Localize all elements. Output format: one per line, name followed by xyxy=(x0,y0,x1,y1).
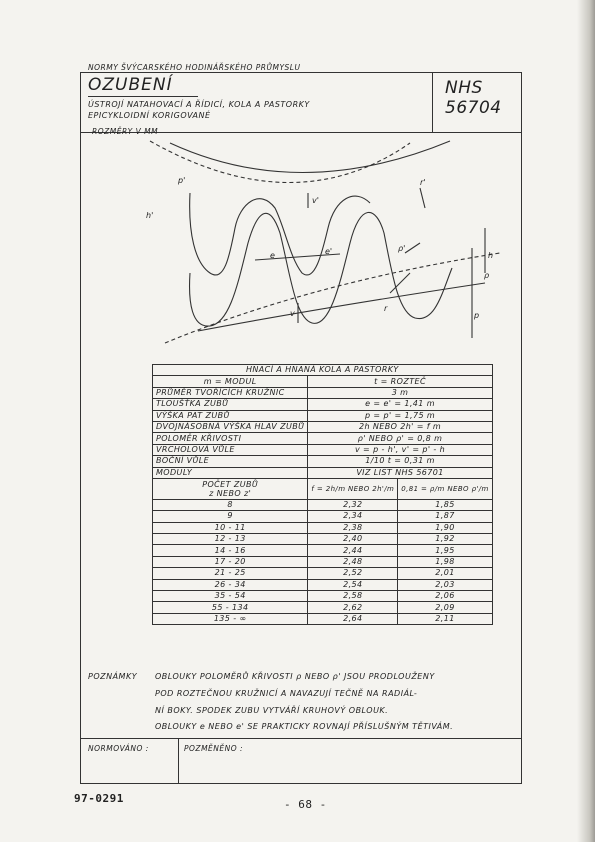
col-teeth-title: POČET ZUBŮ xyxy=(202,479,259,489)
table-row xyxy=(153,499,493,510)
rho-value-cell: 2,01 xyxy=(398,568,493,579)
title-underline xyxy=(88,96,198,97)
teeth-count-cell: 10 - 11 xyxy=(153,522,308,533)
teeth-count-cell: 17 - 20 xyxy=(153,556,308,567)
rho-value-cell: 2,11 xyxy=(398,613,493,624)
rho-value-cell: 2,09 xyxy=(398,602,493,613)
spec-value: v = p - h', v' = p' - h xyxy=(308,444,492,455)
rho-value-cell: 1,87 xyxy=(398,511,493,522)
label-r-prime: r' xyxy=(420,178,426,187)
notes-line-4: OBLOUKY e NEBO e' SE PRAKTICKY ROVNAJÍ PŘÍSLUŠNÝM TĚTIVÁM. xyxy=(155,722,454,731)
spec-value: 2h NEBO 2h' = f m xyxy=(308,421,492,432)
notes-label: POZNÁMKY xyxy=(88,672,138,681)
rho-value-cell: 2,03 xyxy=(398,579,493,590)
subtitle-line-2: EPICYKLOIDNÍ KORIGOVANÉ xyxy=(88,111,211,120)
label-rho: ρ xyxy=(484,271,490,280)
f-value-cell: 2,44 xyxy=(308,545,398,556)
spec-label: MODULY xyxy=(153,467,308,478)
label-p-prime: p' xyxy=(178,176,186,185)
f-value-cell: 2,62 xyxy=(308,602,398,613)
label-r: r xyxy=(384,304,388,313)
label-e-prime: e' xyxy=(325,247,333,256)
roztec-label: t = ROZTEČ xyxy=(308,376,492,387)
spec-label: TLOUŠŤKA ZUBŮ xyxy=(153,399,308,410)
teeth-count-cell: 12 - 13 xyxy=(153,534,308,545)
modul-label: m = MODUL xyxy=(153,376,308,387)
teeth-count-cell: 55 - 134 xyxy=(153,602,308,613)
page-edge-shadow xyxy=(577,0,595,842)
label-rho-prime: ρ' xyxy=(398,244,406,253)
rho-value-cell: 1,90 xyxy=(398,522,493,533)
f-value-cell: 2,52 xyxy=(308,568,398,579)
standard-prefix: NHS xyxy=(445,78,483,98)
lower-pitch-circle xyxy=(165,253,500,343)
normovano-label: NORMOVÁNO : xyxy=(88,744,149,753)
standard-number: 56704 xyxy=(445,98,502,118)
col-f-header: f = 2h/m NEBO 2h'/m xyxy=(308,478,398,499)
f-value-cell: 2,64 xyxy=(308,613,398,624)
header-right-divider xyxy=(432,72,433,132)
table-row xyxy=(153,568,493,579)
f-value-cell: 2,48 xyxy=(308,556,398,567)
spec-label: BOČNÍ VŮLE xyxy=(153,456,308,467)
spec-label: POLOMĚR KŘIVOSTI xyxy=(153,433,308,444)
subtitle-line-1: ÚSTROJÍ NATAHOVACÍ A ŘÍDICÍ, KOLA A PASTORKY xyxy=(88,100,310,109)
teeth-count-cell: 35 - 54 xyxy=(153,591,308,602)
label-v: v xyxy=(290,309,295,318)
label-e: e xyxy=(270,251,275,260)
gear-tooth-diagram xyxy=(80,133,520,358)
upper-pitch-circle xyxy=(150,141,410,183)
f-value-cell: 2,32 xyxy=(308,499,398,510)
label-h-prime: h' xyxy=(146,211,154,220)
table-row xyxy=(153,556,493,567)
f-value-cell: 2,40 xyxy=(308,534,398,545)
spec-value: 1/10 t = 0,31 m xyxy=(308,456,492,467)
footer-divider xyxy=(80,738,522,739)
table-row xyxy=(153,545,493,556)
gearing-table xyxy=(152,364,493,625)
table-row xyxy=(153,602,493,613)
org-name: NORMY ŠVÝCARSKÉHO HODINÁŘSKÉHO PRŮMYSLU xyxy=(88,63,301,72)
rho-value-cell: 2,06 xyxy=(398,591,493,602)
spec-value: e = e' = 1,41 m xyxy=(308,399,492,410)
label-h: h xyxy=(488,251,494,260)
table-row xyxy=(153,613,493,624)
pozmeneno-label: POZMĚNĚNO : xyxy=(184,744,244,753)
table-row xyxy=(153,511,493,522)
spec-value: VIZ LIST NHS 56701 xyxy=(308,467,492,478)
upper-root-circle xyxy=(170,141,450,173)
f-value-cell: 2,58 xyxy=(308,591,398,602)
table-row xyxy=(153,534,493,545)
teeth-count-cell: 26 - 34 xyxy=(153,579,308,590)
dim-r-prime xyxy=(420,188,425,208)
table-row xyxy=(153,591,493,602)
dim-rho-prime xyxy=(405,243,420,253)
teeth-count-cell: 8 xyxy=(153,499,308,510)
f-value-cell: 2,54 xyxy=(308,579,398,590)
col-rho-header: 0,81 = ρ/m NEBO ρ'/m xyxy=(398,478,493,499)
notes-line-2: POD ROZTEČNOU KRUŽNICÍ A NAVAZUJÍ TEČNĚ NA RADIÁL- xyxy=(155,689,418,698)
col-teeth-header xyxy=(153,478,308,499)
f-value-cell: 2,34 xyxy=(308,511,398,522)
spec-label: VÝŠKA PAT ZUBŮ xyxy=(153,410,308,421)
units-note: ROZMĚRY V MM xyxy=(92,127,159,136)
spec-label: DVOJNÁSOBNÁ VÝŠKA HLAV ZUBŮ xyxy=(153,421,308,432)
page-number: - 68 - xyxy=(284,798,327,811)
notes-line-1: OBLOUKY POLOMĚRŮ KŘIVOSTI ρ NEBO ρ' JSOU PRODLOUŽENY xyxy=(155,672,435,681)
table-heading: HNACÍ A HNANÁ KOLA A PASTORKY xyxy=(153,365,493,376)
rho-value-cell: 1,95 xyxy=(398,545,493,556)
spec-label: VRCHOLOVÁ VŮLE xyxy=(153,444,308,455)
notes-line-3: NÍ BOKY. SPODEK ZUBU VYTVÁŘÍ KRUHOVÝ OBLOUK. xyxy=(155,706,389,715)
document-code: 97-0291 xyxy=(74,792,124,805)
document-title: OZUBENÍ xyxy=(88,75,173,95)
spec-label: PRŮMĚR TVOŘÍCÍCH KRUŽNIC xyxy=(153,387,308,398)
spec-value: ρ' NEBO ρ' = 0,8 m xyxy=(308,433,492,444)
label-v-prime: v' xyxy=(312,196,319,205)
label-p: p xyxy=(474,311,480,320)
teeth-count-cell: 135 - ∞ xyxy=(153,613,308,624)
footer-cell-divider xyxy=(178,738,179,784)
col-teeth-subtitle: z NEBO z' xyxy=(209,488,252,498)
f-value-cell: 2,38 xyxy=(308,522,398,533)
teeth-count-cell: 21 - 25 xyxy=(153,568,308,579)
teeth-count-cell: 9 xyxy=(153,511,308,522)
table-row xyxy=(153,579,493,590)
table-row xyxy=(153,522,493,533)
spec-value: p = p' = 1,75 m xyxy=(308,410,492,421)
teeth-count-cell: 14 - 16 xyxy=(153,545,308,556)
rho-value-cell: 1,85 xyxy=(398,499,493,510)
rho-value-cell: 1,92 xyxy=(398,534,493,545)
lower-root-circle xyxy=(198,283,485,331)
rho-value-cell: 1,98 xyxy=(398,556,493,567)
spec-value: 3 m xyxy=(308,387,492,398)
